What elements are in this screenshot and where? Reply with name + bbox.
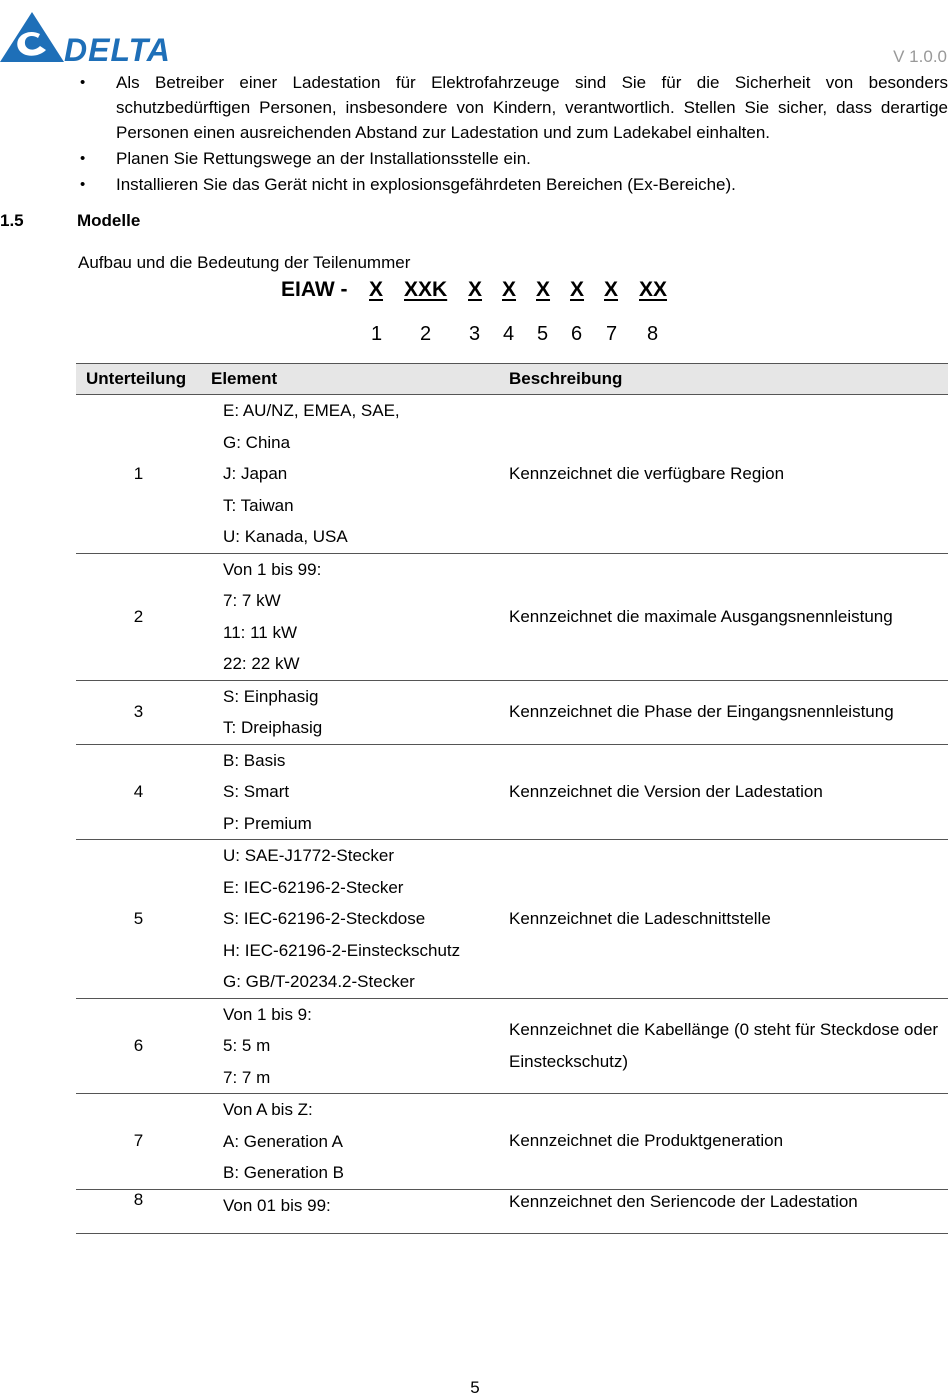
safety-bullet-list [76, 70, 948, 198]
element-line: 22: 22 kW [223, 654, 300, 673]
code-position-8: 8 [647, 323, 659, 345]
element-line: P: Premium [223, 813, 312, 833]
code-position-7: 7 [606, 323, 618, 345]
row-subdivision: 5 [76, 840, 201, 999]
row-subdivision: 4 [76, 744, 201, 840]
element-line: E: AU/NZ, EMEA, SAE, [223, 401, 400, 420]
table-header-row [76, 364, 948, 395]
table-row [76, 1189, 948, 1234]
element-line: 5: 5 m [223, 1036, 271, 1055]
element-line: Von 1 bis 99: [223, 559, 322, 579]
table-row [76, 1094, 948, 1190]
row-elements [201, 553, 509, 680]
header-description: Beschreibung [509, 364, 948, 395]
element-line: 7: 7 m [223, 1067, 271, 1087]
code-position-4: 4 [503, 323, 515, 345]
row-elements [201, 840, 509, 999]
element-line: U: SAE-J1772-Stecker [223, 846, 395, 865]
delta-logo [0, 12, 172, 66]
element-line: G: China [223, 432, 291, 452]
header-element: Element [201, 364, 509, 395]
code-position-2: 2 [420, 323, 432, 345]
table-row [76, 744, 948, 840]
element-line: 7: 7 kW [223, 591, 281, 610]
element-line: T: Dreiphasig [223, 718, 323, 737]
row-description: Kennzeichnet die Phase der Eingangsnennleistung [509, 680, 948, 744]
bullet-item: • Planen Sie Rettungswege an der Installationsstelle ein. [76, 146, 948, 171]
element-line: H: IEC-62196-2-Einsteckschutz [223, 940, 461, 960]
element-line: A: Generation A [223, 1131, 344, 1151]
header-subdivision: Unterteilung [76, 364, 201, 395]
row-description: Kennzeichnet den Seriencode der Ladestation [509, 1189, 948, 1234]
table-row [76, 840, 948, 999]
code-segment-3: X [468, 278, 483, 301]
element-line: T: Taiwan [223, 495, 294, 515]
row-subdivision: 7 [76, 1094, 201, 1190]
code-segment-7: X [604, 278, 619, 301]
row-elements [201, 395, 509, 554]
row-description: Kennzeichnet die Kabellänge (0 steht für Steckdose oder Einsteckschutz) [509, 998, 948, 1094]
part-number-table [76, 363, 948, 1234]
section-number: 1.5 [0, 211, 24, 230]
page-number: 5 [470, 1378, 480, 1397]
code-position-3: 3 [469, 323, 481, 345]
code-prefix: EIAW - [281, 278, 348, 301]
element-line: Von A bis Z: [223, 1100, 313, 1119]
element-line: S: Einphasig [223, 686, 319, 706]
section-title: Modelle [77, 211, 141, 230]
row-description: Kennzeichnet die verfügbare Region [509, 395, 948, 554]
code-position-6: 6 [571, 323, 583, 345]
row-description: Kennzeichnet die Ladeschnittstelle [509, 840, 948, 999]
row-elements [201, 998, 509, 1094]
bullet-item: • Installieren Sie das Gerät nicht in explosionsgefährdeten Bereichen (Ex-Bereiche). [76, 172, 948, 197]
element-line: B: Basis [223, 750, 286, 770]
svg-text:DELTA: DELTA [64, 32, 171, 66]
element-line: B: Generation B [223, 1163, 344, 1182]
table-row [76, 998, 948, 1094]
code-segment-2: XXK [404, 278, 448, 301]
element-line: U: Kanada, USA [223, 527, 348, 546]
table-row [76, 553, 948, 680]
part-number-subtitle: Aufbau und die Bedeutung der Teilenummer [78, 253, 411, 272]
bullet-item: • Als Betreiber einer Ladestation für Elektrofahrzeuge sind Sie für die Sicherheit von besonders schutzbedürftigen Personen, insbesondere von Kindern, verantwortlich. Stellen Sie sicher, dass derartige Personen einen ausreichenden Abstand zur Ladestation und zum Ladekabel einhalten. [76, 70, 948, 145]
row-subdivision: 6 [76, 998, 201, 1094]
row-description: Kennzeichnet die maximale Ausgangsnennleistung [509, 553, 948, 680]
row-description: Kennzeichnet die Produktgeneration [509, 1094, 948, 1190]
table-row [76, 395, 948, 554]
element-line: 11: 11 kW [223, 622, 298, 642]
row-elements [201, 1189, 509, 1234]
part-number-code [0, 278, 950, 358]
code-segment-5: X [536, 278, 551, 301]
element-line: Von 01 bis 99: [223, 1195, 331, 1215]
code-segment-4: X [502, 278, 517, 301]
code-position-1: 1 [371, 323, 383, 345]
element-line: E: IEC-62196-2-Stecker [223, 877, 404, 897]
row-elements [201, 1094, 509, 1190]
row-subdivision: 3 [76, 680, 201, 744]
element-line: J: Japan [223, 464, 288, 483]
row-subdivision: 1 [76, 395, 201, 554]
code-segment-1: X [369, 278, 384, 301]
code-segment-6: X [570, 278, 585, 301]
code-segment-8: XX [639, 278, 668, 301]
element-line: G: GB/T-20234.2-Stecker [223, 972, 415, 991]
element-line: S: IEC-62196-2-Steckdose [223, 909, 426, 928]
row-subdivision: 2 [76, 553, 201, 680]
row-description: Kennzeichnet die Version der Ladestation [509, 744, 948, 840]
version-label: V 1.0.0 [893, 47, 947, 66]
row-subdivision: 8 [76, 1189, 201, 1234]
element-line: S: Smart [223, 782, 290, 801]
table-body [76, 395, 948, 1234]
element-line: Von 1 bis 9: [223, 1004, 312, 1024]
table-row [76, 680, 948, 744]
row-elements [201, 744, 509, 840]
row-elements [201, 680, 509, 744]
code-position-5: 5 [537, 323, 549, 345]
